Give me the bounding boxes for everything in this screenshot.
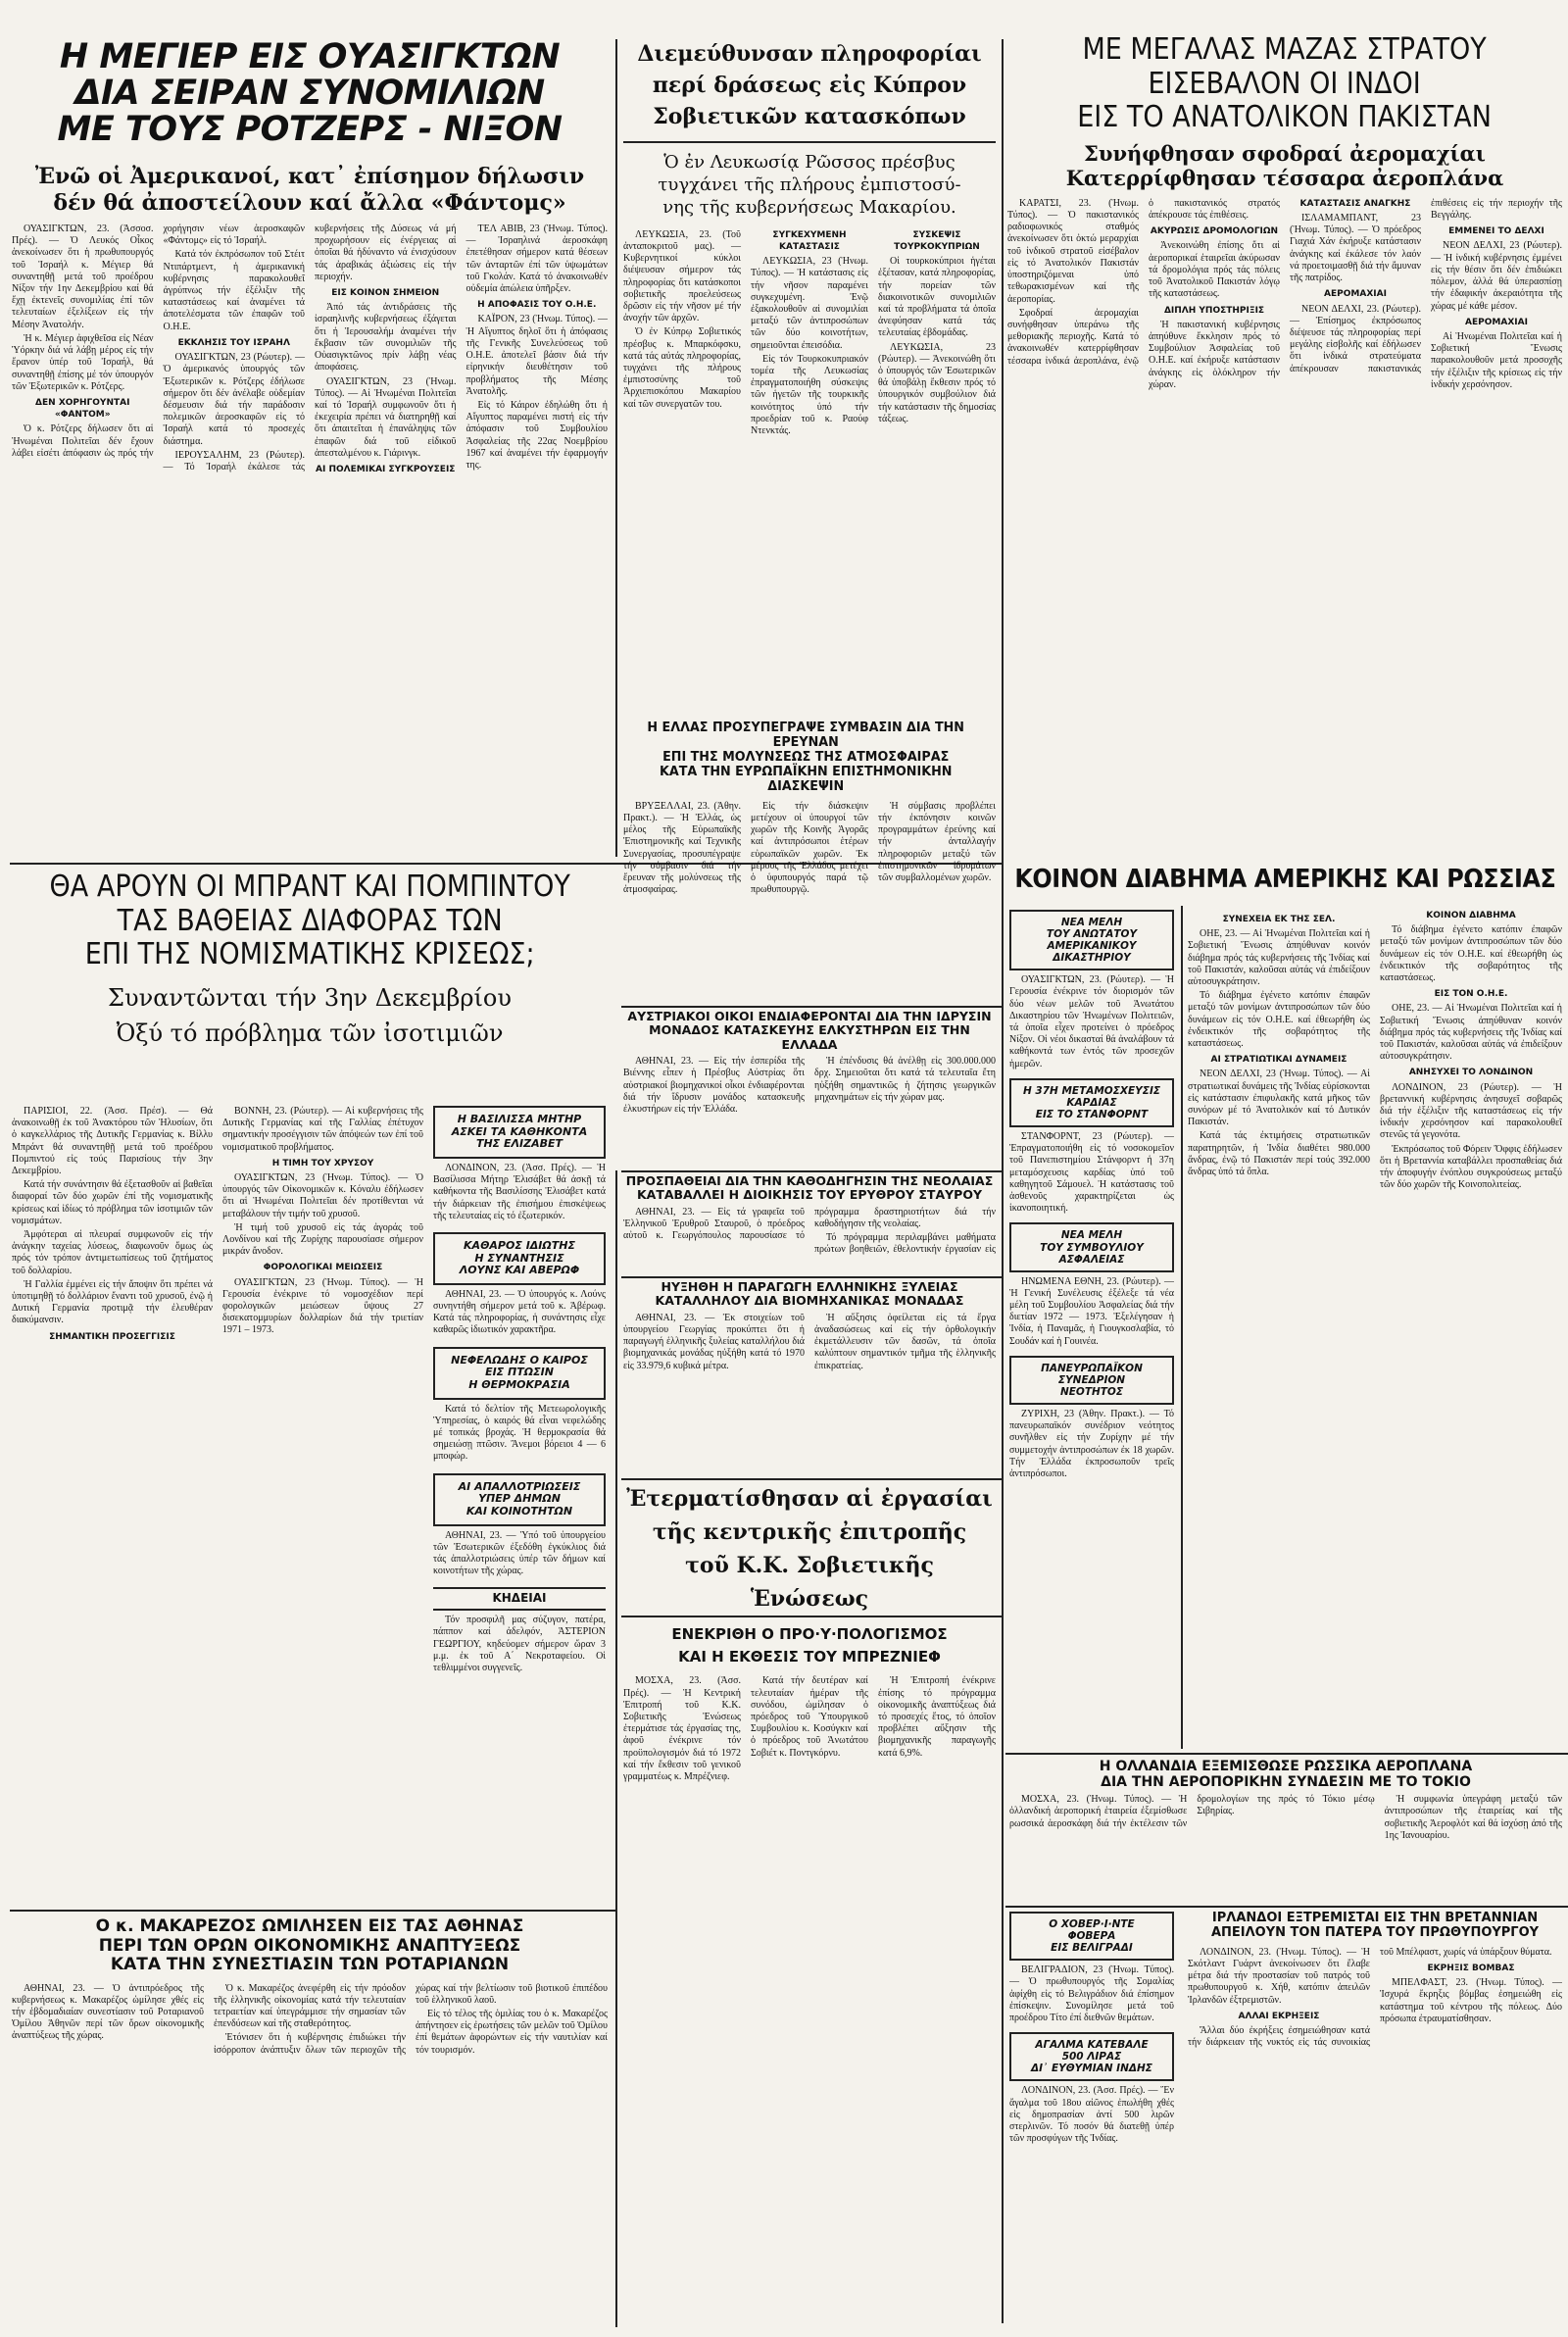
paragraph: ΜΠΕΛΦΑΣΤ, 23. (Ἡνωμ. Τύπος). — Ἰσχυρά ἔκρηξις βόμβας ἐσημειώθη εἰς κατάστημα τοῦ κέντρου τῆς πόλεως. Δύο πρόσωπα ἐτραυματίσθησαν.: [1380, 1977, 1562, 2024]
headline-line: ΠΕΡΙ ΤΩΝ ΟΡΩΝ ΟΙΚΟΝΟΜΙΚΗΣ ΑΝΑΠΤΥΞΕΩΣ: [98, 1935, 521, 1956]
section-subhead: ΑΕΡΟΜΑΧΙΑΙ: [1465, 317, 1528, 327]
article-meir-washington: [12, 39, 608, 859]
section-subhead: ΕΚΚΛΗΣΙΣ ΤΟΥ ΙΣΡΑΗΛ: [177, 337, 290, 348]
paragraph: Ἡ τιμή τοῦ χρυσοῦ εἰς τάς ἀγοράς τοῦ Λονδίνου καί τῆς Ζυρίχης παρουσίασε σήμερον μικράν ἄνοδον.: [222, 1221, 423, 1258]
brief-supreme-court: [1009, 910, 1174, 970]
article-body: [623, 1313, 996, 1469]
brief-body: [1009, 1131, 1174, 1215]
article-dutch-planes: [1009, 1759, 1562, 1902]
brief-title: [439, 1355, 600, 1392]
subheadline: [12, 980, 608, 1051]
headline: [623, 1010, 996, 1052]
brief-body: [433, 1530, 606, 1578]
paragraph: Ἐκπρόσωπος τοῦ Φόρειν Ὄφφις ἐδήλωσεν ὅτι ἡ Βρεταννία καταβάλλει προσπαθείας διά τήν ἀποφυγήν ἐνόπλου συγκρούσεως μεταξύ τῶν δύο χωρῶν τῆς Κοινοπολιτείας.: [1380, 1143, 1562, 1191]
section-subhead: ΑΝΗΣΥΧΕΙ ΤΟ ΛΟΝΔΙΝΟΝ: [1408, 1068, 1534, 1078]
brief-heart-transplant: [1009, 1078, 1174, 1127]
paragraph: Ἀμφότεραι αἱ πλευραί συμφωνοῦν εἰς τήν ἀνάγκην ταχείας λύσεως, διαφωνοῦν ὅμως ὡς πρός τόν τρόπον ἀντιμετωπίσεως τοῦ ζητήματος τοῦ δολλαρίου.: [12, 1229, 213, 1276]
section-rule: [621, 1276, 1002, 1278]
paragraph: ΛΟΝΔΙΝΟΝ, 23. (Ἀσσ. Πρές). — Ἡ Βασίλισσα Μήτηρ Ἐλισάβετ θά ἀσκῇ τά καθήκοντα τῆς Βασιλίσσης Ἐλισάβετ κατά τήν διάρκειαν τῆς ἐπισήμου ἐπισκέψεως τῆς τελευταίας εἰς τό ἐξωτερικόν.: [433, 1162, 606, 1221]
paragraph: ΑΘΗΝΑΙ, 23. — Εἰς τήν ἑσπερίδα τῆς Βιέννης εἶπεν ἡ Πρέσβυς Αὐστρίας ὅτι αὐστριακοί βιομηχανικοί οἶκοι ἐνδιαφέρονται διά τήν ἵδρυσιν μονάδος κατασκευῆς ἐλκυστήρων εἰς τήν Ἑλλάδα.: [623, 1056, 805, 1115]
headline-line: ΤΑΣ ΒΑΘΕΙΑΣ ΔΙΑΦΟΡΑΣ ΤΩΝ: [117, 903, 503, 938]
brief-body: [1009, 1964, 1174, 2024]
paragraph: Ἡ συμφωνία ὑπεγράφη μεταξύ τῶν ἀντιπροσώπων τῆς ἑταιρείας καί τῆς σοβιετικῆς Ἀεροφλότ καί θά ἰσχύσῃ ἀπό τῆς 1ης Ἰανουαρίου.: [1384, 1794, 1562, 1841]
brief-title-line: Η ΘΕΡΜΟΚΡΑΣΙΑ: [468, 1377, 570, 1391]
brief-title-line: ΑΓΑΛΜΑ ΚΑΤΕΒΑΛΕ: [1035, 2039, 1149, 2052]
headline-line: ΠΡΟΣΠΑΘΕΙΑΙ ΔΙΑ ΤΗΝ ΚΑΘΟΔΗΓΗΣΙΝ ΤΗΣ ΝΕΟΛΑΙΑΣ: [625, 1174, 994, 1188]
article-cyprus-spies: [623, 39, 996, 716]
section-subhead: ΦΟΡΟΛΟΓΙΚΑΙ ΜΕΙΩΣΕΙΣ: [263, 1263, 383, 1273]
paragraph: ΚΑΡΑΤΣΙ, 23. (Ἡνωμ. Τύπος). — Ὁ πακιστανικός ραδιοφωνικός σταθμός ἀνεκοίνωσεν ὅτι ὀκτώ μεραρχίαι τοῦ ἰνδικοῦ στρατοῦ εἰσέβαλον εἰς τό Ἀνατολικόν Πακιστάν ὑποστηριζόμεναι ὑπό τεθωρακισμένων καί τῆς ἀεροπορίας.: [1007, 197, 1139, 305]
headline: [623, 1482, 996, 1616]
brief-title-line: ΝΕΟΤΗΤΟΣ: [1059, 1386, 1124, 1399]
article-body: [12, 1106, 423, 1900]
subheadline-line: τυγχάνει τῆς πλήρους ἐμπιστοσύ-: [658, 174, 961, 196]
paragraph: ΑΘΗΝΑΙ, 23. — Εἰς τά γραφεῖα τοῦ Ἑλληνικοῦ Ἐρυθροῦ Σταυροῦ, ὁ πρόεδρος αὐτοῦ κ. Γεωργόπουλος παρουσίασε τό πρόγραμμα δραστηριοτήτων διά τήν καθοδήγησιν τῆς νεολαίας.: [623, 1206, 996, 1242]
section-rule: [1005, 1906, 1568, 1908]
headline-line: περί δράσεως εἰς Κύπρον: [652, 72, 967, 98]
paragraph: Ἡ πακιστανική κυβέρνησις ἀπηύθυνε ἔκκλησιν πρός τό Συμβούλιον Ἀσφαλείας τοῦ Ο.Η.Ε. καί ἐκήρυξε κατάστασιν ἀνάγκης εἰς ὁλόκληρον τήν χώραν.: [1149, 319, 1280, 390]
article-irish-extremists: [1188, 1912, 1562, 2323]
subheadline-line: Συνήφθησαν σφοδραί ἀερομαχίαι: [1084, 140, 1486, 166]
section-subhead: ΑΛΛΑΙ ΕΚΡΗΞΕΙΣ: [1238, 2011, 1320, 2021]
headline: [623, 721, 988, 795]
brief-expropriations: [433, 1473, 606, 1526]
headline-line: ΗΥΞΗΘΗ Η ΠΑΡΑΓΩΓΗ ΕΛΛΗΝΙΚΗΣ ΞΥΛΕΙΑΣ: [661, 1280, 958, 1294]
briefs-column: [1009, 910, 1174, 1749]
headline: [12, 39, 608, 148]
brief-title-line: ΥΠΕΡ ΔΗΜΩΝ: [478, 1492, 561, 1506]
brief-queen-mother: [433, 1106, 606, 1159]
brief-title-line: Η 37Η ΜΕΤΑΜΟΣΧΕΥΣΙΣ: [1022, 1084, 1161, 1097]
article-joint-demarche-body: [1188, 910, 1562, 1749]
brief-title: [439, 1240, 600, 1277]
paragraph: Κατά τό δελτίον τῆς Μετεωρολογικῆς Ὑπηρεσίας, ὁ καιρός θά εἶναι νεφελώδης μέ τοπικάς βροχάς. Ἡ θερμοκρασία θά σημειώσῃ πτῶσιν. Ἄνεμοι βόρειοι 4 — 6 μποφώρ.: [433, 1403, 606, 1463]
subheadline: [12, 164, 608, 216]
brief-title-line: ΤΗΣ ΕΛΙΖΑΒΕΤ: [475, 1137, 564, 1151]
paragraph: Τό πρόγραμμα περιλαμβάνει μαθήματα πρώτων βοηθειῶν, ἐθελοντικήν ἐργασίαν εἰς: [814, 1232, 996, 1256]
brief-title-line: ΛΟΥΝΣ ΚΑΙ ΑΒΕΡΩΦ: [459, 1264, 580, 1277]
paragraph: Ὁ κ. Μακαρέζος ἀνεφέρθη εἰς τήν πρόοδον τῆς ἑλληνικῆς οἰκονομίας κατά τήν τελευταίαν τετραετίαν καί ὑπεγράμμισε τήν σημασίαν τῶν ἐπενδύσεων καί τῆς σταθερότητος.: [214, 1982, 406, 2030]
section-subhead: ΑΙ ΠΟΛΕΜΙΚΑΙ ΣΥΓΚΡΟΥΣΕΙΣ: [316, 464, 456, 474]
headline-line: ΔΙΑ ΤΗΝ ΑΕΡΟΠΟΡΙΚΗΝ ΣΥΝΔΕΣΙΝ ΜΕ ΤΟ ΤΟΚΙΟ: [1101, 1774, 1471, 1791]
headline-line: τῆς κεντρικῆς ἐπιτροπῆς: [652, 1519, 967, 1546]
paragraph: Ἡ κ. Μέγιερ ἀφιχθεῖσα εἰς Νέαν Ὑόρκην διά νά λάβῃ μέρος εἰς τήν ἔρανον ὑπέρ τοῦ Ἰσραήλ, θά συναντηθῇ ἐπίσης μέ τόν ὑπουργόν τῶν Ἐξωτερικῶν κ. Ρότζερς.: [12, 332, 154, 392]
article-india-pakistan: [1007, 33, 1562, 863]
section-subhead: ΚΑΤΑΣΤΑΣΙΣ ΑΝΑΓΚΗΣ: [1299, 198, 1411, 209]
article-body: [623, 229, 996, 671]
column-rule: [615, 39, 617, 857]
paragraph: ΤΕΛ ΑΒΙΒ, 23 (Ἡνωμ. Τύπος). — Ἰσραηλινά ἀεροσκάφη ἐπετέθησαν σήμερον κατά θέσεων τῶν ἀνταρτῶν ἐπί τῶν ὑψωμάτων τοῦ Γκολάν. Κατά τό ἀνακοινωθέν οὐδεμία ἀπώλεια ὑπῆρξεν.: [466, 224, 608, 295]
article-body: [1188, 1947, 1562, 2310]
paragraph: Τό διάβημα ἐγένετο κατόπιν ἐπαφῶν μεταξύ τῶν μονίμων ἀντιπροσώπων τῶν δύο δυνάμεων εἰς τόν Ο.Η.Ε. καί ἐθεωρήθη ὡς ἐνδεικτικόν τῆς σοβαρότητος τῆς καταστάσεως.: [1380, 924, 1562, 984]
headline-line: Η ΟΛΛΑΝΔΙΑ ΕΞΕΜΙΣΘΩΣΕ ΡΩΣΣΙΚΑ ΑΕΡΟΠΛΑΝΑ: [1099, 1759, 1473, 1774]
subheadline: [1007, 141, 1562, 190]
paragraph: Οἱ τουρκοκύπριοι ἡγέται ἐξέτασαν, κατά πληροφορίας, τήν πορείαν τῶν διακοινοτικῶν συνομιλιῶν καί τά προβλήματα τά ὁποῖα ἀνεφύησαν κατά τάς τελευταίας ἑβδομάδας.: [878, 256, 996, 339]
headline-line: ΚΑΤΑΒΑΛΛΕΙ Η ΔΙΟΙΚΗΣΙΣ ΤΟΥ ΕΡΥΘΡΟΥ ΣΤΑΥΡΟΥ: [636, 1187, 983, 1203]
brief-title-line: ΚΑΡΔΙΑΣ: [1066, 1096, 1117, 1109]
brief-body: [433, 1615, 606, 1674]
section-subhead: ΕΙΣ ΤΟΝ Ο.Η.Ε.: [1434, 989, 1508, 1000]
paragraph: Ἡ Ἐπιτροπή ἐνέκρινε ἐπίσης τό πρόγραμμα οἰκονομικῆς ἀναπτύξεως διά τό προσεχές ἔτος, τό ὁποῖον προβλέπει αὔξησιν τῆς βιομηχανικῆς παραγωγῆς κατά 6,9%.: [878, 1675, 996, 1759]
section-subhead: ΔΙΠΛΗ ΥΠΟΣΤΗΡΙΞΙΣ: [1163, 305, 1265, 316]
brief-title: [439, 1481, 600, 1518]
brief-title: [439, 1114, 600, 1151]
paragraph: ΛΕΥΚΩΣΙΑ, 23 (Ἡνωμ. Τύπος). — Ἡ κατάστασις εἰς τήν νῆσον παραμένει συγκεχυμένη. Ἐνῷ ἐξακολουθοῦν αἱ συνομιλίαι μεταξύ τῶν ἀντιπροσώπων τῶν δύο κοινοτήτων, σημειοῦνται ἐπεισόδια.: [751, 256, 868, 351]
headline: [623, 1280, 996, 1309]
brief-title-line: ΠΑΝΕΥΡΩΠΑΪΚΟΝ: [1041, 1362, 1143, 1374]
paragraph: Κατά τόν ἐκπρόσωπον τοῦ Στέιτ Ντιπάρτμεντ, ἡ ἀμερικανική κυβέρνησις παρακολουθεῖ ἀγρύπνως τήν ἐξέλιξιν τῆς καταστάσεως καί ἀναμένει τά ἀποτελέσματα τῶν ἐπαφῶν τοῦ Ο.Η.Ε.: [163, 249, 305, 332]
article-body: [623, 801, 996, 1017]
paragraph: ΚΑΪΡΟΝ, 23 (Ἡνωμ. Τύπος). — Ἡ Αἴγυπτος δηλοῖ ὅτι ἡ ἀπόφασις τῆς Γενικῆς Συνελεύσεως τοῦ Ο.Η.Ε. ἀποτελεῖ βάσιν διά τήν εἰρηνικήν διευθέτησιν τοῦ προβλήματος τῆς Μέσης Ἀνατολῆς.: [466, 314, 608, 397]
section-subhead: ΑΚΥΡΩΣΙΣ ΔΡΟΜΟΛΟΓΙΩΝ: [1150, 226, 1279, 237]
paragraph: ΑΘΗΝΑΙ, 23. — Ἐκ στοιχείων τοῦ ὑπουργείου Γεωργίας προκύπτει ὅτι ἡ παραγωγή ἑλληνικῆς ξυλείας καταλλήλου διά βιομηχανικάς μονάδας ηὐξήθη κατά τό 1970 εἰς 33.979,6 κυβικά μέτρα.: [623, 1312, 805, 1371]
brief-hovercraft: [1009, 1912, 1174, 1961]
paragraph: ΛΕΥΚΩΣΙΑ, 23 (Ρώυτερ). — Ἀνεκοινώθη ὅτι ὁ ὑπουργός τῶν Ἐσωτερικῶν θά ὑποβάλῃ ἔκθεσιν πρός τό ὑπουργικόν συμβούλιον διά τήν κατάστασιν τῆς δημοσίας τάξεως.: [878, 341, 996, 424]
brief-statue: [1009, 2032, 1174, 2081]
paragraph: Ἡ σύμβασις προβλέπει τήν ἐκπόνησιν κοινῶν προγραμμάτων ἐρεύνης καί τήν ἀνταλλαγήν πληροφοριῶν μεταξύ τῶν ἐπιστημονικῶν ἱδρυμάτων τῶν συμβαλλομένων χωρῶν.: [878, 800, 996, 883]
article-austrian-tractors: [623, 1010, 996, 1167]
paragraph: ΙΕΡΟΥΣΑΛΗΜ, 23 (Ρώυτερ). — Τό Ἰσραήλ ἐκάλεσε τάς κυβερνήσεις τῆς Δύσεως νά μή προχωρήσουν εἰς ἐνέργειας αἱ ὁποῖαι θά ἠδύναντο νά ἐνισχύσουν τάς ἀραβικάς ἀξιώσεις εἰς τήν περιοχήν.: [163, 224, 457, 472]
paragraph: ΛΕΥΚΩΣΙΑ, 23. (Τοῦ ἀνταποκριτοῦ μας). — Κυβερνητικοί κύκλοι διέψευσαν σήμερον τάς πληροφορίας ὅτι κατάσκοποι σοβιετικῆς προελεύσεως δρῶσιν εἰς τήν νῆσον μέ τήν ἀνοχήν τῶν ἀρχῶν.: [623, 228, 741, 324]
section-subhead: ΕΙΣ ΚΟΙΝΟΝ ΣΗΜΕΙΟΝ: [331, 288, 440, 299]
paragraph: ΗΝΩΜΕΝΑ ΕΘΝΗ, 23. (Ρώυτερ). — Ἡ Γενική Συνέλευσις ἐξέλεξε τά νέα μέλη τοῦ Συμβουλίου Ἀσφαλείας διά τήν διετίαν 1972 — 1973. Ἐξελέγησαν ἡ Ἰνδία, ἡ Παναμᾶς, ἡ Γιουγκοσλαβία, τό Σουδάν καί ἡ Γουινέα.: [1009, 1275, 1174, 1347]
headline-line: Σοβιετικῶν κατασκόπων: [653, 103, 966, 129]
brief-title-line: ΣΥΝΕΔΡΙΟΝ: [1057, 1373, 1126, 1386]
headline-line: ΚΑΤΑ ΤΗΝ ΕΥΡΩΠΑΪΚΗΝ ΕΠΙΣΤΗΜΟΝΙΚΗΝ ΔΙΑΣΚΕΨΙΝ: [659, 764, 953, 794]
paragraph: Τό διάβημα ἐγένετο κατόπιν ἐπαφῶν μεταξύ τῶν μονίμων ἀντιπροσώπων τῶν δύο δυνάμεων εἰς τόν Ο.Η.Ε. καί ἐθεωρήθη ὡς ἐνδεικτικόν τῆς σοβαρότητος τῆς καταστάσεως.: [1188, 990, 1370, 1050]
article-body: [623, 1056, 996, 1167]
headline: [623, 1174, 996, 1203]
brief-title-line: ΑΜΕΡΙΚΑΝΙΚΟΥ: [1047, 940, 1137, 953]
paragraph: Τόν προσφιλῆ μας σύζυγον, πατέρα, πάππον καί ἀδελφόν, ἈΣΤΕΡΙΟΝ ΓΕΩΡΓΙΟΥ, κηδεύομεν σήμερον ὥραν 3 μ.μ. ἐκ τοῦ Α΄ Νεκροταφείου. Οἱ τεθλιμμένοι συγγενεῖς.: [433, 1615, 606, 1673]
paragraph: ΛΟΝΔΙΝΟΝ, 23. (Ἡνωμ. Τύπος). — Ἡ Σκότλαντ Γυάρντ ἀνεκοίνωσεν ὅτι ἔλαβε μέτρα διά τήν προστασίαν τοῦ πατρός τοῦ πρωθυπουργοῦ κ. Χήθ, κατόπιν ἀπειλῶν Ἰρλανδῶν ἐξτρεμιστῶν.: [1188, 1946, 1370, 2006]
headline-line: ΕΙΣ ΤΟ ΑΝΑΤΟΛΙΚΟΝ ΠΑΚΙΣΤΑΝ: [1077, 100, 1492, 134]
headline-line: Η ΜΕΓΙΕΡ ΕΙΣ ΟΥΑΣΙΓΚΤΩΝ: [59, 39, 561, 76]
paragraph: ΑΘΗΝΑΙ, 23. — Ὁ ὑπουργός κ. Λούνς συνηντήθη σήμερον μετά τοῦ κ. Ἀβέρωφ. Κατά τάς πληροφορίας, ἡ συνάντησις εἶχε καθαρῶς ἰδιωτικόν χαρακτῆρα.: [433, 1288, 606, 1336]
brief-title-line: ΤΟΥ ΣΥΜΒΟΥΛΙΟΥ: [1040, 1241, 1144, 1254]
subheadline-line: δέν θά ἀποστείλουν καί ἄλλα «Φάντομς»: [53, 189, 566, 216]
brief-body: [433, 1289, 606, 1337]
brief-title-line: ΔΙΚΑΣΤΗΡΙΟΥ: [1053, 952, 1131, 965]
article-body: [623, 1207, 996, 1266]
paragraph: Κατά τήν συνάντησιν θά ἐξετασθοῦν αἱ βαθεῖαι διαφοραί τῶν δύο χωρῶν ἐπί τῆς νομισματικῆς κρίσεως καί ἰδίως τό πρόβλημα τῶν ἰσοτιμιῶν τῶν νομισμάτων.: [12, 1179, 213, 1226]
subheadline-line: Ὀξύ τό πρόβλημα τῶν ἰσοτιμιῶν: [116, 1019, 504, 1047]
paragraph: ΑΘΗΝΑΙ, 23. — Ὁ ἀντιπρόεδρος τῆς κυβερνήσεως κ. Μακαρέζος ὡμίλησε χθές εἰς τήν ἑβδομαδιαίαν συνεστίασιν τοῦ Ροταριανοῦ Ὁμίλου Ἀθηνῶν περί τῶν ὅρων οἰκονομικῆς ἀναπτύξεως τῆς χώρας.: [12, 1982, 204, 2042]
headline-line: ΑΥΣΤΡΙΑΚΟΙ ΟΙΚΟΙ ΕΝΔΙΑΦΕΡΟΝΤΑΙ ΔΙΑ ΤΗΝ ΙΔΡΥΣΙΝ: [627, 1010, 992, 1023]
paragraph: Ὁ κ. Ρότζερς δήλωσεν ὅτι αἱ Ἡνωμέναι Πολιτεῖαι δέν ἔχουν λάβει εἰσέτι ἀπόφασιν ὡς πρός τήν χορήγησιν νέων ἀεροσκαφῶν «Φάντομς» εἰς τό Ἰσραήλ.: [12, 224, 305, 459]
section-rule: [621, 1478, 1002, 1480]
article-body: [1009, 1794, 1562, 1892]
article-body: [623, 1675, 996, 2283]
headline-line: ΜΕ ΤΟΥΣ ΡΟΤΖΕΡΣ - ΝΙΞΟΝ: [57, 110, 563, 150]
article-joint-demarche: [1007, 867, 1562, 902]
brief-title: [1014, 2039, 1169, 2074]
brief-security-council: [1009, 1222, 1174, 1271]
section-subhead: ΚΟΙΝΟΝ ΔΙΑΒΗΜΑ: [1426, 911, 1516, 920]
brief-body: [1009, 974, 1174, 1070]
brief-youth-congress: [1009, 1356, 1174, 1405]
brief-title-line: ΝΕΦΕΛΩΔΗΣ Ο ΚΑΙΡΟΣ: [451, 1353, 588, 1367]
headline-line: ΕΙΣΕΒΑΛΟΝ ΟΙ ΙΝΔΟΙ: [1148, 66, 1421, 101]
headline-line: τοῦ Κ.Κ. Σοβιετικῆς Ἑνώσεως: [685, 1553, 934, 1613]
subheadline-line: Ἐνῶ οἱ Ἀμερικανοί, κατ᾽ ἐπίσημον δήλωσιν: [34, 164, 585, 190]
paragraph: Ἀπό τάς ἀντιδράσεις τῆς ἰσραηλινῆς κυβερνήσεως ἐξάγεται ὅτι ἡ Ἱερουσαλήμ ἀναμένει τήν ἔκβασιν τῶν συνομιλιῶν τῆς Οὐασιγκτῶνος πρίν λάβῃ νέας ἀποφάσεις.: [315, 302, 457, 373]
paragraph: ΟΗΕ, 23. — Αἱ Ἡνωμέναι Πολιτεῖαι καί ἡ Σοβιετική Ἕνωσις ἀπηύθυναν κοινόν διάβημα πρός τάς κυβερνήσεις τῆς Ἰνδίας καί τοῦ Πακιστάν, καλοῦσαι αὐτάς νά ἐπιδείξουν αὐτοσυγκράτησιν.: [1188, 928, 1370, 988]
brief-title-line: ΑΣΚΕΙ ΤΑ ΚΑΘΗΚΟΝΤΑ: [451, 1124, 588, 1138]
paragraph: Ἀνεκοινώθη ἐπίσης ὅτι αἱ ἀεροπορικαί ἑταιρεῖαι ἀκύρωσαν τά δρομολόγια πρός τάς πόλεις τοῦ Ἀνατολικοῦ Πακιστάν λόγῳ τῆς καταστάσεως.: [1149, 240, 1280, 300]
headline-line: ΔΙΑ ΣΕΙΡΑΝ ΣΥΝΟΜΙΛΙΩΝ: [74, 74, 545, 114]
brief-title-line: ΔΙ᾽ ΕΥΘΥΜΙΑΝ ΙΝΔΗΣ: [1031, 2063, 1152, 2075]
brief-title-line: ΕΙΣ ΤΟ ΣΤΑΝΦΟΡΝΤ: [1035, 1109, 1149, 1120]
column-rule: [1181, 906, 1183, 1749]
brief-weather: [433, 1347, 606, 1400]
paragraph: ΝΕΟΝ ΔΕΛΧΙ, 23. (Ρώυτερ). — Ἐπίσημος ἐκπρόσωπος διέψευσε τάς πληροφορίας περί μεγάλης εἰσβολῆς καί ἐδήλωσεν ὅτι ἰνδικά στρατεύματα ἀπέκρουσαν πακιστανικάς ἐπιθέσεις εἰς τήν περιοχήν τῆς Βεγγάλης.: [1290, 197, 1562, 374]
paragraph: ΒΡΥΞΕΛΛΑΙ, 23. (Ἀθην. Πρακτ.). — Ἡ Ἑλλάς, ὡς μέλος τῆς Εὐρωπαϊκῆς Ἐπιστημονικῆς καί Τεχνικῆς Συνεργασίας, προσυπέγραψε τήν σύμβασιν διά τήν ἔρευναν τῆς μολύνσεως τῆς ἀτμοσφαίρας.: [623, 800, 741, 896]
section-rule: [1005, 1753, 1568, 1755]
article-brandt-pompidou: [12, 870, 608, 1906]
brief-title-line: ΕΙΣ ΒΕΛΙΓΡΑΔΙ: [1051, 1942, 1133, 1955]
section-rule: [621, 1170, 1002, 1172]
section-subhead: ΕΚΡΗΞΙΣ ΒΟΜΒΑΣ: [1427, 1964, 1515, 1974]
article-body: [1007, 198, 1562, 845]
paragraph: ΝΕΟΝ ΔΕΛΧΙ, 23 (Ἡνωμ. Τύπος). — Αἱ στρατιωτικαί δυνάμεις τῆς Ἰνδίας εὑρίσκονται εἰς κατάστασιν ἐπιφυλακῆς κατά μῆκος τῶν συνόρων μέ τό Ἀνατολικόν καί τό Δυτικόν Πακιστάν.: [1188, 1069, 1370, 1128]
subheadline-line: Συναντῶνται τήν 3ην Δεκεμβρίου: [108, 983, 512, 1012]
paragraph: Ἡ Γαλλία ἐμμένει εἰς τήν ἄποψιν ὅτι πρέπει νά ὑποτιμηθῇ τό δολλάριον ἔναντι τοῦ χρυσοῦ, ἐνῷ ἡ Δυτική Γερμανία προτιμᾷ τήν ἐλευθέραν διακύμανσιν.: [12, 1278, 213, 1326]
brief-body: [433, 1404, 606, 1464]
article-makarezos-rotarians: [12, 1917, 608, 2329]
brief-title-line: Ο ΧΟΒΕΡ·Ι·ΝΤΕ: [1049, 1918, 1135, 1930]
paragraph: Κατά τήν δευτέραν καί τελευταίαν ἡμέραν τῆς συνόδου, ὡμίλησαν ὁ πρόεδρος τοῦ Ὑπουργικοῦ Συμβουλίου κ. Κοσύγκιν καί ὁ πρόεδρος τοῦ Ἀνωτάτου Σοβιέτ κ. Ποντγκόρνυ.: [751, 1675, 868, 1759]
paragraph: Εἰς τό τέλος τῆς ὁμιλίας του ὁ κ. Μακαρέζος ἀπήντησεν εἰς ἐρωτήσεις τῶν μελῶν τοῦ Ὁμίλου ἐπί θεμάτων ἀφορώντων εἰς τήν ναυτιλίαν καί τόν τουρισμόν.: [416, 2009, 608, 2056]
brief-body: [1009, 1409, 1174, 1480]
paragraph: ΟΥΑΣΙΓΚΤΩΝ, 23 (Ἡνωμ. Τύπος). — Αἱ Ἡνωμέναι Πολιτεῖαι καί τό Ἰσραήλ συμφωνοῦν ὅτι ἡ ἐκεχειρία πρέπει νά διατηρηθῇ καί ὅτι ἀπαιτεῖται ἡ ἐπανάληψις τῶν ἐπαφῶν διά τοῦ εἰδικοῦ ἀπεσταλμένου κ. Γιάρινγκ.: [315, 375, 457, 459]
subheadline-line: ΚΑΙ Η ΕΚΘΕΣΙΣ ΤΟΥ ΜΠΡΕΖΝΙΕΦ: [678, 1647, 941, 1666]
section-subhead: ΑΙ ΣΤΡΑΤΙΩΤΙΚΑΙ ΔΥΝΑΜΕΙΣ: [1210, 1055, 1348, 1066]
article-body: [1188, 910, 1562, 1743]
brief-title-line: ΑΣΦΑΛΕΙΑΣ: [1058, 1253, 1125, 1266]
briefs-column-lower: [1009, 1912, 1174, 2323]
paragraph: ΟΥΑΣΙΓΚΤΩΝ, 23 (Ἡνωμ. Τύπος). — Ἡ Γερουσία ἐνέκρινε τό νομοσχέδιον περί φορολογικῶν μειώσεων ὕψους 27 δισεκατομμυρίων δολλαρίων διά τήν τριετίαν 1971 – 1973.: [222, 1276, 423, 1336]
headline-line: ΜΟΝΑΔΟΣ ΚΑΤΑΣΚΕΥΗΣ ΕΛΚΥΣΤΗΡΩΝ ΕΙΣ ΤΗΝ ΕΛΛΑΔΑ: [649, 1022, 970, 1052]
column-rule: [615, 1170, 617, 2327]
paragraph: Σφοδραί ἀερομαχίαι συνήφθησαν ὑπεράνω τῆς μεθοριακῆς περιοχῆς. Κατά τό ἀνακοινωθέν κατερρίφθησαν τέσσαρα ἰνδικά ἀεροπλάνα, ἐνῷ ὁ πακιστανικός στρατός ἀπέκρουσε τάς ἐπιθέσεις.: [1007, 197, 1280, 367]
section-subhead: ΔΕΝ ΧΟΡΗΓΟΥΝΤΑΙ «ΦΑΝΤΟΜ»: [35, 397, 130, 421]
brief-title: [1014, 1229, 1169, 1265]
paragraph: ΟΗΕ, 23. — Αἱ Ἡνωμέναι Πολιτεῖαι καί ἡ Σοβιετική Ἕνωσις ἀπηύθυναν κοινόν διάβημα πρός τάς κυβερνήσεις τῆς Ἰνδίας καί τοῦ Πακιστάν, καλοῦσαι αὐτάς νά ἐπιδείξουν αὐτοσυγκράτησιν.: [1380, 1003, 1562, 1063]
headline-line: ΘΑ ΑΡΟΥΝ ΟΙ ΜΠΡΑΝΤ ΚΑΙ ΠΟΜΠΙΝΤΟΥ: [49, 870, 570, 904]
brief-title: [1014, 1363, 1169, 1398]
headline-line: ΚΑΤΑ ΤΗΝ ΣΥΝΕΣΤΙΑΣΙΝ ΤΩΝ ΡΟΤΑΡΙΑΝΩΝ: [110, 1955, 510, 1975]
section-subhead: ΣΥΓΚΕΧΥΜΕΝΗ ΚΑΤΑΣΤΑΣΙΣ: [772, 229, 847, 253]
headline: [1007, 33, 1561, 135]
column-rule: [1002, 39, 1004, 2323]
brief-title-line: ΕΙΣ ΠΤΩΣΙΝ: [485, 1366, 554, 1379]
section-subhead: ΣΥΝΕΧΕΙΑ ΕΚ ΤΗΣ ΣΕΛ.: [1222, 915, 1336, 924]
paragraph: ΝΕΟΝ ΔΕΛΧΙ, 23 (Ρώυτερ). — Ἡ ἰνδική κυβέρνησις ἐμμένει εἰς τήν θέσιν ὅτι δέν ἐπιδιώκει πόλεμον, ἀλλά θά ὑπερασπίσῃ τήν ἐδαφικήν ἀκεραιότητα τῆς χώρας μέ κάθε μέσον.: [1431, 240, 1562, 312]
section-subhead: ΑΕΡΟΜΑΧΙΑΙ: [1324, 289, 1387, 300]
headline: [623, 39, 996, 133]
article-red-cross-youth: [623, 1174, 996, 1272]
article-body: [12, 1983, 608, 2316]
paragraph: Ἡ αὔξησις ὀφείλεται εἰς τά ἔργα ἀναδασώσεως καί εἰς τήν ὀρθολογικήν ἐκμετάλλευσιν τῶν δασῶν, τά ὁποῖα καλύπτουν σημαντικόν τμῆμα τῆς ἑλληνικῆς ἐπικρατείας.: [814, 1312, 996, 1371]
paragraph: Αἱ Ἡνωμέναι Πολιτεῖαι καί ἡ Σοβιετική Ἕνωσις παρακολουθοῦν μετά προσοχῆς τήν ἐξέλιξιν τῆς κρίσεως εἰς τήν ἰνδικήν χερσόνησον.: [1431, 330, 1562, 390]
brief-title: [1014, 917, 1169, 964]
paragraph: Ἄλλαι δύο ἐκρήξεις ἐσημειώθησαν κατά τήν διάρκειαν τῆς νυκτός εἰς τάς συνοικίας τοῦ Μπέλφαστ, χωρίς νά ὑπάρξουν θύματα.: [1188, 1946, 1552, 2049]
subheadline: [623, 151, 996, 220]
article-body: [12, 224, 608, 851]
headline: [1188, 1912, 1562, 1941]
brief-lunz-averoff: [433, 1232, 606, 1285]
subheadline: [623, 1623, 996, 1667]
brief-title-line: ΝΕΑ ΜΕΛΗ: [1060, 917, 1123, 928]
section-subhead: ΣΗΜΑΝΤΙΚΗ ΠΡΟΣΕΓΓΙΣΙΣ: [49, 1331, 175, 1342]
headline-line: ΕΠΙ ΤΗΣ ΜΟΛΥΝΣΕΩΣ ΤΗΣ ΑΤΜΟΣΦΑΙΡΑΣ: [662, 749, 950, 765]
subheadline-line: Ὁ ἐν Λευκωσίᾳ Ρῶσσος πρέσβυς: [663, 151, 956, 173]
paragraph: ΣΤΑΝΦΟΡΝΤ, 23 (Ρώυτερ). — Ἐπραγματοποιήθη εἰς τό νοσοκομεῖον τοῦ Πανεπιστημίου Στάνφορντ ἡ 37η μεταμόσχευσις καρδίας ὑπό τοῦ καθηγητοῦ Σάμουελ. Ἡ κατάστασις τοῦ ἀσθενοῦς χαρακτηρίζεται ὡς ἱκανοποιητική.: [1009, 1131, 1174, 1215]
paragraph: Ἐτόνισεν ὅτι ἡ κυβέρνησις ἐπιδιώκει τήν ἰσόρροπον ἀνάπτυξιν ὅλων τῶν περιοχῶν τῆς χώρας καί τήν βελτίωσιν τοῦ βιοτικοῦ ἐπιπέδου τοῦ ἑλληνικοῦ λαοῦ.: [214, 1982, 608, 2056]
paragraph: Κατά τάς ἐκτιμήσεις στρατιωτικῶν παρατηρητῶν, ἡ Ἰνδία διαθέτει 980.000 ἄνδρας, ἐνῷ τό Πακιστάν περί τούς 392.000 ἄνδρας ὑπό τά ὅπλα.: [1188, 1130, 1370, 1178]
paragraph: ΑΘΗΝΑΙ, 23. — Ὑπό τοῦ ὑπουργείου τῶν Ἐσωτερικῶν ἐξεδόθη ἐγκύκλιος διά τάς ἀπαλλοτριώσεις ὑπέρ τῶν δήμων καί κοινοτήτων τῆς χώρας.: [433, 1529, 606, 1577]
brief-title-line: ΤΟΥ ΑΝΩΤΑΤΟΥ: [1046, 928, 1138, 941]
brief-title-line: ΝΕΑ ΜΕΛΗ: [1060, 1229, 1123, 1242]
section-subhead: Η ΤΙΜΗ ΤΟΥ ΧΡΥΣΟΥ: [271, 1158, 374, 1168]
paragraph: ΟΥΑΣΙΓΚΤΩΝ, 23 (Ρώυτερ). — Ὁ ἀμερικανός ὑπουργός τῶν Ἐξωτερικῶν κ. Ρότζερς ἐδήλωσε σήμερον ὅτι δέν ἀνέλαβε οὐδεμίαν δέσμευσιν διά τήν παράδοσιν πολεμικῶν ἀεροσκαφῶν εἰς τό Ἰσραήλ κατά τό προσεχές διάστημα.: [163, 352, 305, 447]
brief-title-line: Η ΒΑΣΙΛΙΣΣΑ ΜΗΤΗΡ: [457, 1113, 582, 1125]
subheadline-line: νης τῆς κυβερνήσεως Μακαρίου.: [662, 197, 956, 219]
paragraph: Εἰς τόν Τουρκοκυπριακόν τομέα τῆς Λευκωσίας ἐπραγματοποιήθη σύσκεψις τῶν ἡγετῶν τῆς τουρκικῆς κοινότητος ὑπό τήν προεδρίαν τοῦ κ. Ραούφ Ντενκτάς.: [751, 353, 868, 437]
headline: [1009, 1759, 1562, 1790]
brief-title: [1014, 1918, 1169, 1954]
section-subhead: ΣΥΣΚΕΨΙΣ ΤΟΥΡΚΟΚΥΠΡΙΩΝ: [894, 229, 980, 253]
brief-title-line: 500 ΛΙΡΑΣ: [1061, 2051, 1122, 2064]
headline-line: Διεμεύθυνσαν πληροφορίαι: [637, 41, 982, 67]
paragraph: Ἡ ἐπένδυσις θά ἀνέλθῃ εἰς 300.000.000 δρχ. Σημειοῦται ὅτι κατά τά τελευταῖα ἔτη ηὐξήθη σημαντικῶς ἡ ζήτησις γεωργικῶν μηχανημάτων εἰς τήν χώραν μας.: [814, 1056, 996, 1103]
paragraph: ΒΕΛΙΓΡΑΔΙΟΝ, 23 (Ἡνωμ. Τύπος). — Ὁ πρωθυπουργός τῆς Σομαλίας ἀφίχθη εἰς τό Βελιγράδιον διά ἐπίσημον ἐπίσκεψιν. Συνομίλησε μετά τοῦ προέδρου Τίτο ἐπί διεθνῶν θεμάτων.: [1009, 1964, 1174, 2023]
paragraph: ΙΣΛΑΜΑΜΠΑΝΤ, 23 (Ἡνωμ. Τύπος). — Ὁ πρόεδρος Γιαχιά Χάν ἐκήρυξε κατάστασιν ἀνάγκης καί ἐκάλεσε τόν λαόν νά προετοιμασθῇ διά τήν ἄμυναν τῆς πατρίδος.: [1290, 213, 1421, 284]
divider: [623, 141, 996, 143]
paragraph: ΒΟΝΝΗ, 23. (Ρώυτερ). — Αἱ κυβερνήσεις τῆς Δυτικῆς Γερμανίας καί τῆς Γαλλίας ἐπέτυχον σημαντικήν προσέγγισιν τῶν ἀπόψεών των ἐπί τοῦ νομισματικοῦ προβλήματος.: [222, 1106, 423, 1153]
headline-line: ΑΠΕΙΛΟΥΝ ΤΟΝ ΠΑΤΕΡΑ ΤΟΥ ΠΡΩΘΥΠΟΥΡΓΟΥ: [1210, 1924, 1540, 1940]
brief-body: [1009, 2085, 1174, 2145]
paragraph: ΛΟΝΔΙΝΟΝ, 23. (Ἀσσ. Πρές). — Ἕν ἄγαλμα τοῦ 18ου αἰῶνος ἐπωλήθη χθές εἰς δημοπρασίαν ἀντί 500 λιρῶν στερλινῶν. Τό ποσόν θά διατεθῇ ὑπέρ τῶν προσφύγων τῆς Ἰνδίας.: [1009, 2085, 1174, 2145]
paragraph: ΜΟΣΧΑ, 23. (Ἡνωμ. Τύπος). — Ἡ ὀλλανδική ἀεροπορική ἑταιρεία ἐξεμίσθωσε ρωσσικά ἀεροσκάφη διά τήν ἐκτέλεσιν τῶν δρομολογίων της πρός τό Τόκιο μέσῳ Σιβηρίας.: [1009, 1794, 1375, 1829]
headline: [12, 1917, 608, 1975]
paragraph: ΟΥΑΣΙΓΚΤΩΝ, 23. (Ἀσσοσ. Πρές). — Ὁ Λευκός Οἶκος ἀνεκοίνωσεν ὅτι ἡ πρωθυπουργός τοῦ Ἰσραήλ κ. Μέγιερ θά συναντηθῇ μετά τοῦ προέδρου Νίξον τήν 1ην Δεκεμβρίου καί θά ἔχῃ ἐκτενεῖς συνομιλίας ἐπί τῶν τελευταίων ἐξελίξεων εἰς τήν Μέσην Ἀνατολήν.: [12, 224, 154, 330]
brief-title-line: ΦΟΒΕΡΑ: [1067, 1930, 1116, 1943]
brief-title-line: ΑΙ ΑΠΑΛΛΟΤΡΙΩΣΕΙΣ: [458, 1479, 581, 1493]
paragraph: ΠΑΡΙΣΙΟΙ, 22. (Ἀσσ. Πρέσ). — Θά ἀνακοινωθῇ ἐκ τοῦ Ἀνακτόρου τῶν Ἠλυσίων, ὅτι ὁ καγκελλάριος τῆς Δυτικῆς Γερμανίας κ. Βίλλυ Μπράντ θά συναντηθῇ μετά τοῦ προέδρου Πομπιντού εἰς τούς Παρισίους τήν 3ην Δεκεμβρίου.: [12, 1106, 213, 1177]
paragraph: Ὁ ἐν Κύπρῳ Σοβιετικός πρέσβυς κ. Μπαρκόφσκυ, κατά τάς αὐτάς πληροφορίας, τυγχάνει τῆς πλήρους ἐμπιστοσύνης τοῦ Ἀρχιεπισκόπου Μακαρίου καί τῶν συνεργατῶν του.: [623, 326, 741, 410]
paragraph: Εἰς τήν διάσκεψιν μετέχουν οἱ ὑπουργοί τῶν χωρῶν τῆς Κοινῆς Ἀγορᾶς καί ἀντιπρόσωποι ἑτέρων εὐρωπαϊκῶν χωρῶν. Ἐκ μέρους τῆς Ἑλλάδος μετέχει ὁ ὑφυπουργός παρά τῷ πρωθυπουργῷ.: [751, 800, 868, 896]
brief-title-line: Η ΣΥΝΑΝΤΗΣΙΣ: [474, 1251, 564, 1265]
headline: ΚΟΙΝΟΝ ΔΙΑΒΗΜΑ ΑΜΕΡΙΚΗΣ ΚΑΙ ΡΩΣΣΙΑΣ: [1014, 867, 1556, 894]
subheadline-line: ΕΝΕΚΡΙΘΗ Ο ΠΡΟ·Υ·ΠΟΛΟΓΙΣΜΟΣ: [671, 1625, 948, 1644]
brief-title: [1014, 1085, 1169, 1120]
section-rule: [10, 1910, 615, 1912]
subheadline-line: Κατερρίφθησαν τέσσαρα ἀεροπλάνα: [1065, 165, 1504, 190]
headline-line: ΙΡΛΑΝΔΟΙ ΕΞΤΡΕΜΙΣΤΑΙ ΕΙΣ ΤΗΝ ΒΡΕΤΑΝΝΙΑΝ: [1211, 1912, 1539, 1925]
section-subhead: ΕΜΜΕΝΕΙ ΤΟ ΔΕΛΧΙ: [1448, 226, 1544, 237]
brief-body: [1009, 1276, 1174, 1348]
headline-line: Ἐτερματίσθησαν αἱ ἐργασίαι: [626, 1486, 993, 1512]
headline: [12, 870, 608, 972]
brief-title-line: ΚΑΘΑΡΟΣ ΙΔΙΩΤΗΣ: [464, 1238, 575, 1252]
paragraph: ΟΥΑΣΙΓΚΤΩΝ, 23. (Ρώυτερ). — Ἡ Γερουσία ἐνέκρινε τόν διορισμόν τῶν δύο νέων μελῶν τοῦ Ἀνωτάτου Δικαστηρίου τῶν Ἡνωμένων Πολιτειῶν, τά ὁποῖα εἶχεν προτείνει ὁ πρόεδρος Νίξον. Οἱ νέοι δικασταί θά ἀναλάβουν τά καθήκοντά των ἐντός τῶν προσεχῶν ἡμερῶν.: [1009, 974, 1174, 1069]
article-greek-timber: [623, 1280, 996, 1476]
paragraph: ΛΟΝΔΙΝΟΝ, 23 (Ρώυτερ). — Ἡ βρεταννική κυβέρνησις ἀνησυχεῖ σοβαρῶς διά τήν ἐξέλιξιν τῆς καταστάσεως εἰς τήν ἰνδικήν χερσόνησον καί παρακολουθεῖ στενῶς τά γεγονότα.: [1380, 1081, 1562, 1141]
headline-line: ΕΠΙ ΤΗΣ ΝΟΜΙΣΜΑΤΙΚΗΣ ΚΡΙΣΕΩΣ;: [84, 937, 535, 971]
section-subhead: Η ΑΠΟΦΑΣΙΣ ΤΟΥ Ο.Η.Ε.: [477, 300, 597, 311]
paragraph: Εἰς τό Κάιρον ἐδηλώθη ὅτι ἡ Αἴγυπτος παραμένει πιστή εἰς τήν ἀπόφασιν τοῦ Συμβουλίου Ἀσφαλείας τῆς 22ας Νοεμβρίου 1967 καί ἀναμένει τήν ἐφαρμογήν της.: [466, 399, 608, 471]
sidebar-briefs: [433, 1106, 606, 1900]
paragraph: ΜΟΣΧΑ, 23. (Ἀσσ. Πρές). — Ἡ Κεντρική Ἐπιτροπή τοῦ Κ.Κ. Σοβιετικῆς Ἑνώσεως ἐτερμάτισε τάς ἐργασίας της, ἀφοῦ ἐνέκρινε τόν προϋπολογισμόν διά τό 1972 καί τήν ἔκθεσιν τοῦ γενικοῦ γραμματέως κ. Μπρέζνιεφ.: [623, 1675, 741, 1782]
paragraph: ΟΥΑΣΙΓΚΤΩΝ, 23 (Ἡνωμ. Τύπος). — Ὁ ὑπουργός τῶν Οἰκονομικῶν κ. Κόναλυ ἐδήλωσεν ὅτι αἱ Ἡνωμέναι Πολιτεῖαι δέν προτίθενται νά μεταβάλουν τήν τιμήν τοῦ χρυσοῦ.: [222, 1172, 423, 1219]
headline-line: Ο κ. ΜΑΚΑΡΕΖΟΣ ΩΜΙΛΗΣΕΝ ΕΙΣ ΤΑΣ ΑΘΗΝΑΣ: [95, 1917, 524, 1936]
headline-line: ΜΕ ΜΕΓΑΛΑΣ ΜΑΖΑΣ ΣΤΡΑΤΟΥ: [1082, 33, 1487, 67]
brief-body: [433, 1163, 606, 1222]
brief-title: ΚΗΔΕΙΑΙ: [433, 1587, 606, 1611]
paragraph: ΖΥΡΙΧΗ, 23 (Ἀθην. Πρακτ.). — Τό πανευρωπαϊκόν συνέδριον νεότητος συνῆλθεν εἰς τήν Ζυρίχην μέ τήν συμμετοχήν ἀντιπροσώπων ἐκ 18 χωρῶν. Τήν Ἑλλάδα ἐκπροσωποῦν τρεῖς ἀντιπρόσωποι.: [1009, 1409, 1174, 1480]
headline-line: ΚΑΤΑΛΛΗΛΟΥ ΔΙΑ ΒΙΟΜΗΧΑΝΙΚΑΣ ΜΟΝΑΔΑΣ: [655, 1293, 964, 1309]
article-soviet-central-committee: [623, 1482, 996, 2325]
headline-line: Η ΕΛΛΑΣ ΠΡΟΣΥΠΕΓΡΑΨΕ ΣΥΜΒΑΣΙΝ ΔΙΑ ΤΗΝ ΕΡΕΥΝΑΝ: [647, 721, 964, 750]
brief-title-line: ΚΑΙ ΚΟΙΝΟΤΗΤΩΝ: [466, 1504, 573, 1517]
